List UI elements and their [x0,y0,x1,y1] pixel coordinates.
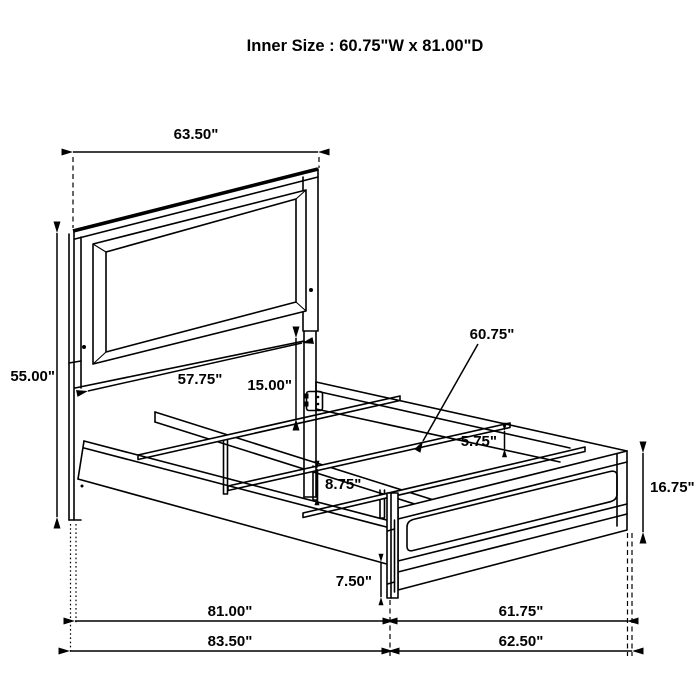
dim-label-rail-inner-length: 81.00" [207,603,253,620]
dim-label-rail-height: 5.75" [460,433,497,450]
dim-label-slat-length: 60.75" [469,326,515,343]
footboard-leg [387,493,398,598]
dim-label-footboard-inner-width: 61.75" [498,603,544,620]
screw-dot [82,345,86,349]
slat [138,396,400,460]
leader-slat-length [423,344,478,441]
dim-label-overall-length: 83.50" [207,633,253,650]
footboard [387,451,627,598]
dim-label-headboard-inner-width: 57.75" [177,371,223,388]
diagram-title: Inner Size : 60.75"W x 81.00"D [246,37,484,55]
rail-bolt [81,485,84,488]
dimension-labels [10,126,694,650]
dim-label-footboard-base-height: 7.50" [335,573,372,590]
rail-bracket [304,392,323,411]
dim-label-footboard-height: 16.75" [650,479,695,496]
headboard [69,169,323,520]
footboard-face [398,451,627,590]
dim-label-headboard-height: 55.00" [10,368,55,385]
dim-label-footboard-width: 62.50" [498,633,544,650]
screw-dot [309,288,313,292]
dim-label-slat-height: 8.75" [325,476,362,493]
dim-label-headboard-width: 63.50" [173,126,219,143]
dim-label-headboard-leg-height: 15.00" [247,377,292,394]
